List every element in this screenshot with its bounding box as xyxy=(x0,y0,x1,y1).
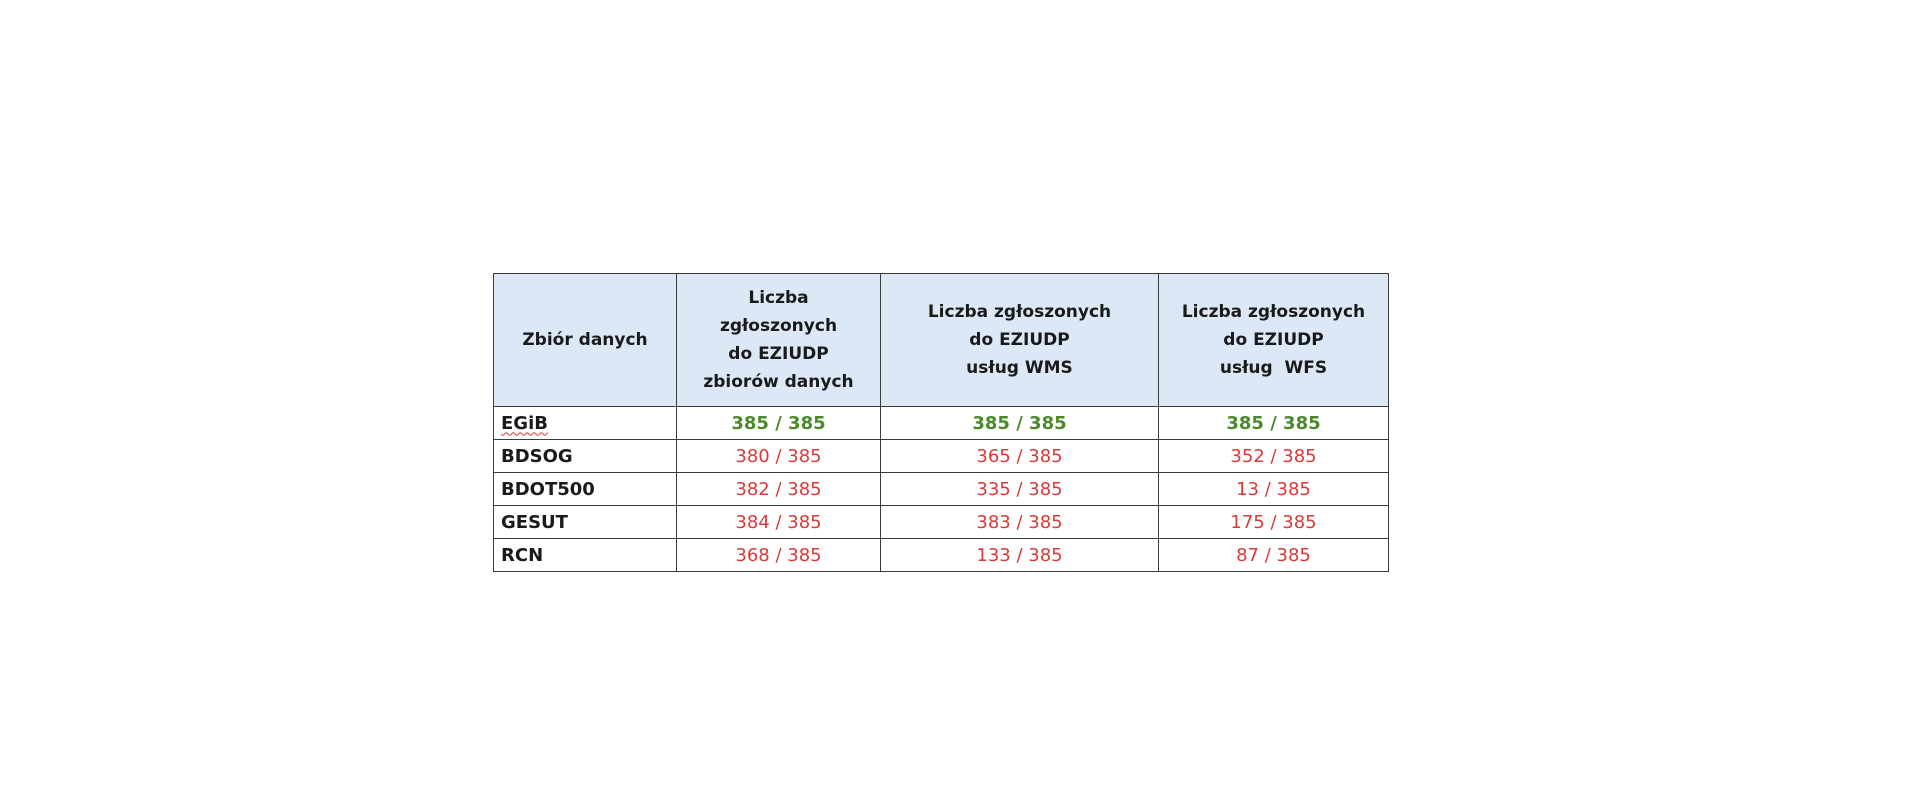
header-datasets-count-line: zgłoszonych xyxy=(719,316,838,336)
row-name-cell: BDSOG xyxy=(494,440,677,473)
wfs-value-cell: 352 / 385 xyxy=(1159,440,1389,473)
wms-value-cell: 365 / 385 xyxy=(881,440,1159,473)
row-name-cell: BDOT500 xyxy=(494,473,677,506)
header-datasets-count xyxy=(677,274,881,407)
row-name-cell xyxy=(494,407,677,440)
header-row xyxy=(494,274,1389,407)
header-datasets-count-line: zbiorów danych xyxy=(703,372,854,392)
wfs-value-cell: 175 / 385 xyxy=(1159,506,1389,539)
header-wms-count-line: usług WMS xyxy=(966,358,1073,378)
header-datasets-count-line: Liczba xyxy=(748,288,809,308)
wfs-value-cell: 87 / 385 xyxy=(1159,539,1389,572)
table-row xyxy=(494,407,1389,440)
datasets-value-cell: 368 / 385 xyxy=(677,539,881,572)
header-wfs-count xyxy=(1159,274,1389,407)
row-name-cell: RCN xyxy=(494,539,677,572)
header-datasets-count-line: do EZIUDP xyxy=(728,344,829,364)
header-wfs-count-line: usług WFS xyxy=(1219,358,1328,378)
wms-value-cell: 385 / 385 xyxy=(881,407,1159,440)
datasets-value-cell: 380 / 385 xyxy=(677,440,881,473)
header-wms-count-line: do EZIUDP xyxy=(969,330,1070,350)
header-wfs-count-line: Liczba zgłoszonych xyxy=(1181,302,1366,322)
table-row xyxy=(494,473,1389,506)
row-name: EGiB xyxy=(501,412,548,434)
header-wfs-count-line: do EZIUDP xyxy=(1223,330,1324,350)
wfs-value-cell: 13 / 385 xyxy=(1159,473,1389,506)
row-name-cell: GESUT xyxy=(494,506,677,539)
wms-value-cell: 383 / 385 xyxy=(881,506,1159,539)
wfs-value-cell: 385 / 385 xyxy=(1159,407,1389,440)
wms-value-cell: 133 / 385 xyxy=(881,539,1159,572)
header-wms-count xyxy=(881,274,1159,407)
data-table xyxy=(493,273,1389,572)
table-row xyxy=(494,539,1389,572)
table-container xyxy=(493,273,1389,572)
table-row xyxy=(494,440,1389,473)
datasets-value-cell: 385 / 385 xyxy=(677,407,881,440)
datasets-value-cell: 382 / 385 xyxy=(677,473,881,506)
wms-value-cell: 335 / 385 xyxy=(881,473,1159,506)
datasets-value-cell: 384 / 385 xyxy=(677,506,881,539)
header-dataset-line: Zbiór danych xyxy=(522,330,648,350)
table-row xyxy=(494,506,1389,539)
header-wms-count-line: Liczba zgłoszonych xyxy=(927,302,1112,322)
header-dataset xyxy=(494,274,677,407)
